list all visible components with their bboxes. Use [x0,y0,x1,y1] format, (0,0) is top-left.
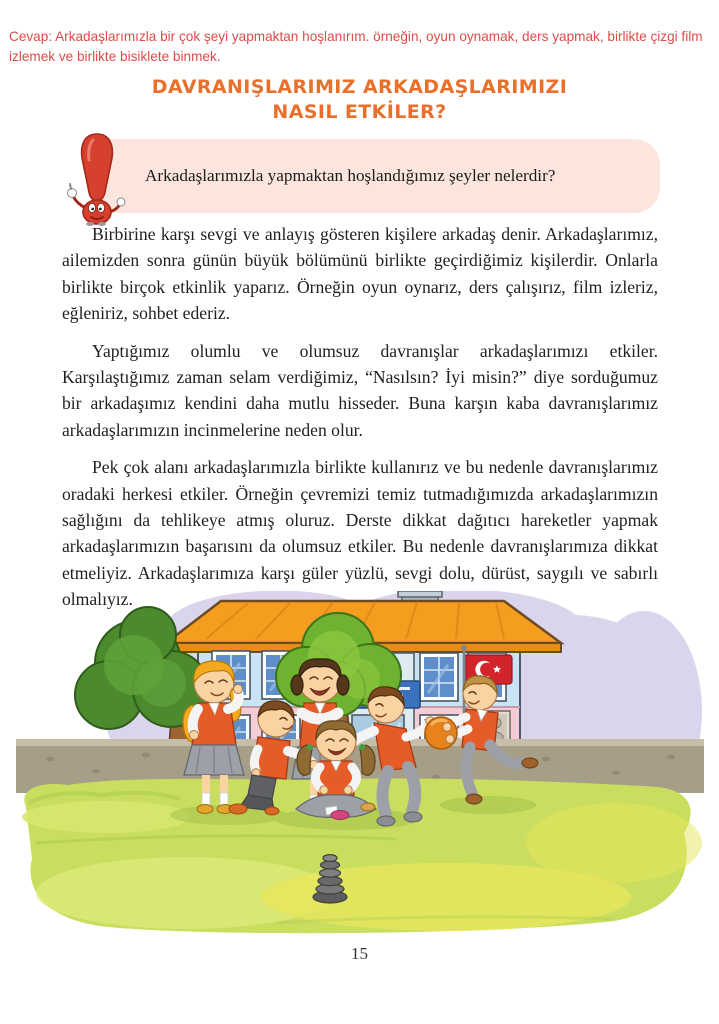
body-text [62,221,658,624]
paragraph: Pek çok alanı arkadaşlarımızla birlikte kullanırız ve bu nedenle davranışlarımız oradaki herkesi etkiler. Örneğin çevremizi temiz tutmadığımızda arkadaşlarımızın sağlığını da tehlikeye atmış oluruz. Derste dikkat dağıtıcı hareketler yapmak arkadaşlarımızın başarısını da olumsuz etkiler. Bu nedenle davranışlarımıza dikkat etmeliyiz. Arkadaşlarımıza karşı güler yüzlü, sevgi dolu, dürüst, saygılı ve sabırlı olmalıyız. [62,457,658,610]
question-box [87,139,660,213]
question-text: Arkadaşlarımızla yapmaktan hoşlandığımız şeyler nelerdir? [145,166,556,185]
paragraph: Yaptığımız olumlu ve olumsuz davranışlar arkadaşlarımızı etkiler. Karşılaştığımız zaman selam verdiğimiz, “Nasılsın? İyi misin?” diye sorduğumuz bir arkadaşımız kendini daha mutlu hisseder. Buna karşın kaba davranışlarımız arkadaşlarımızın incinmelerine neden olur. [62,340,658,440]
schoolyard-illustration [16,591,704,943]
answer-note: Cevap: Arkadaşlarımızla bir çok şeyi yapmaktan hoşlanırım. örneğin, oyun oynamak, ders yapmak, birlikte çizgi film izlemek ve birlikte bisiklete binmek. [9,29,703,65]
exclamation-mark-mascot-icon [64,130,130,226]
page-title [0,75,719,125]
paragraph: Birbirine karşı sevgi ve anlayış gösteren kişilere arkadaş denir. Arkadaşlarımız, ailemizden sonra günün büyük bölümünü birlikte geçirdiğimiz kişilerdir. Onlarla birlikte birçok etkinlik yaparız. Örneğin oyun oynarız, ders çalışırız, film izleriz, eğleniriz, sohbet ederiz. [62,224,658,324]
orange-ball [425,717,457,749]
page-title-line2: NASIL ETKİLER? [272,101,447,123]
page-number: 15 [351,944,368,963]
page-title-line1: DAVRANIŞLARIMIZ ARKADAŞLARIMIZI [151,76,568,98]
